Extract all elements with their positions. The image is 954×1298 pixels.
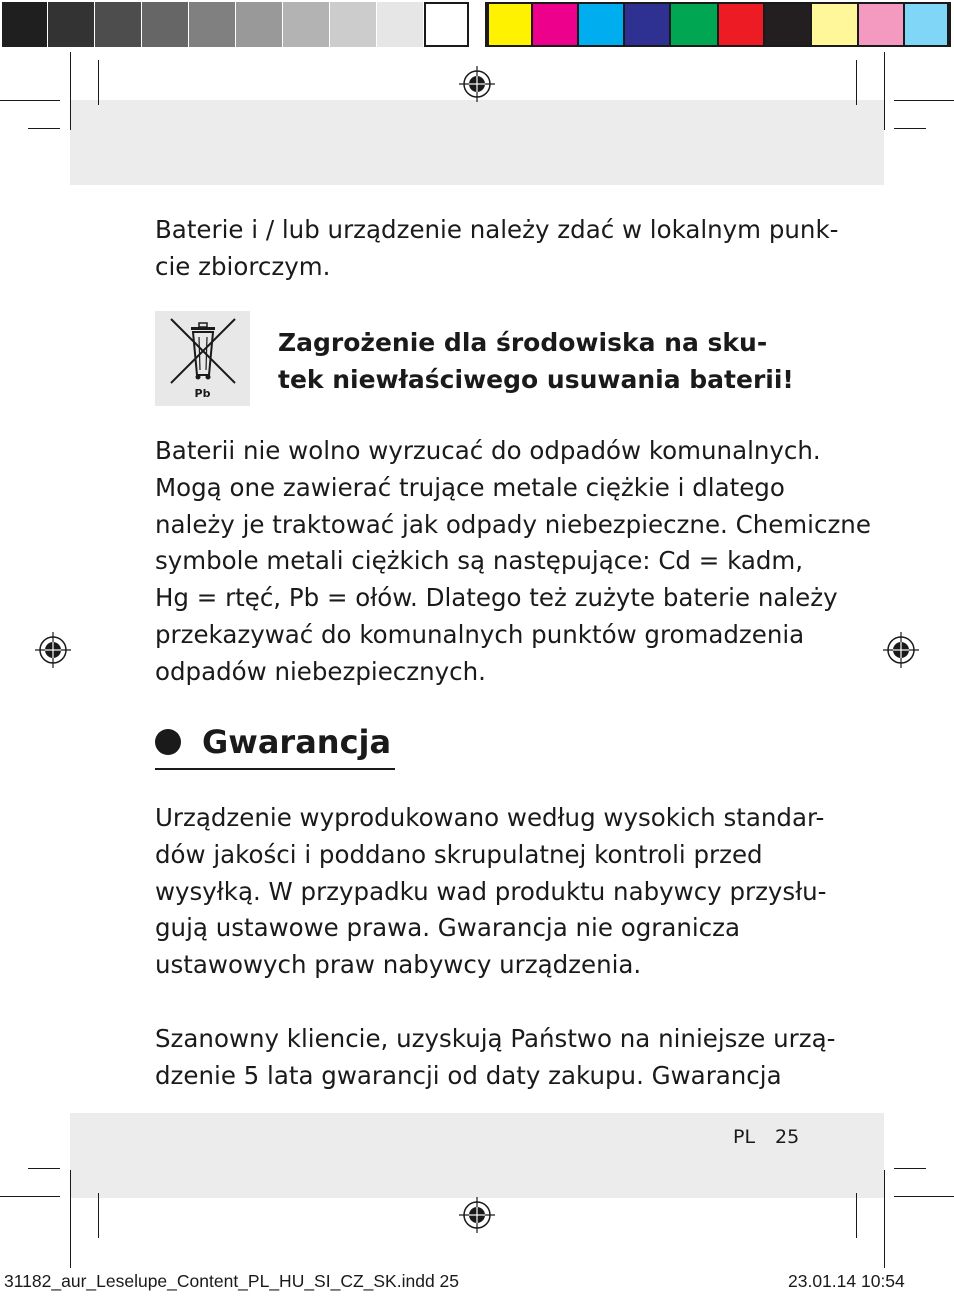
gray-swatch <box>189 2 235 47</box>
color-calibration-bar <box>0 0 954 50</box>
text-line: Zagrożenie dla środowiska na sku- <box>278 328 768 357</box>
battery-paragraph <box>155 433 871 691</box>
crop-mark <box>0 1196 60 1197</box>
color-swatch <box>489 4 531 45</box>
customer-paragraph <box>155 1021 835 1095</box>
gray-swatch <box>142 2 188 47</box>
text-line: symbole metali ciężkich są następujące: Cd = kadm, <box>155 546 804 576</box>
gray-swatch <box>330 2 376 47</box>
text-line: dzenie 5 lata gwarancji od daty zakupu. Gwarancja <box>155 1060 782 1090</box>
text-line: przekazywać do komunalnych punktów gromadzenia <box>155 619 805 649</box>
text-line: gują ustawowe prawa. Gwarancja nie ogranicza <box>155 913 741 943</box>
crop-mark <box>894 128 926 129</box>
section-heading <box>155 720 395 770</box>
gray-swatch <box>424 2 469 47</box>
crop-mark <box>98 60 99 105</box>
crop-mark <box>856 60 857 105</box>
gray-swatch <box>377 2 423 47</box>
text-line: ustawowych praw nabywcy urządzenia. <box>155 950 642 980</box>
color-swatch <box>579 4 623 45</box>
color-swatch <box>765 4 810 45</box>
color-swatch <box>859 4 903 45</box>
color-swatch <box>812 4 857 45</box>
color-swatch <box>625 4 669 45</box>
crossed-out-bin-icon <box>155 311 250 406</box>
crop-mark <box>70 1170 71 1268</box>
intro-paragraph <box>155 212 838 286</box>
gray-swatch <box>2 2 47 47</box>
text-line: tek niewłaściwego usuwania baterii! <box>278 365 794 394</box>
crop-mark <box>856 1193 857 1238</box>
warranty-paragraph <box>155 800 827 984</box>
text-line: Baterii nie wolno wyrzucać do odpadów komunalnych. <box>155 436 821 465</box>
text-line: wysyłką. W przypadku wad produktu nabywcy przysłu- <box>155 876 827 906</box>
text-line: należy je traktować jak odpady niebezpieczne. Chemiczne <box>155 509 871 539</box>
page-number <box>733 1124 799 1150</box>
crop-mark <box>28 1168 60 1169</box>
color-swatch <box>905 4 947 45</box>
gray-swatch <box>283 2 329 47</box>
date-slug: 23.01.14 10:54 <box>788 1271 905 1291</box>
crop-mark <box>98 1193 99 1238</box>
crop-mark <box>0 100 60 101</box>
gray-swatch <box>48 2 94 47</box>
icon-label: Pb <box>194 387 211 400</box>
warning-title <box>278 324 794 398</box>
registration-mark-icon <box>459 66 495 102</box>
crop-mark <box>894 1168 926 1169</box>
crop-mark <box>894 100 954 101</box>
text-line: Szanowny kliencie, uzyskują Państwo na niniejsze urzą- <box>155 1024 836 1053</box>
header-band <box>70 100 884 185</box>
text-line: dów jakości i poddano skrupulatnej kontroli przed <box>155 839 763 869</box>
gray-swatch <box>236 2 282 47</box>
text-line: odpadów niebezpiecznych. <box>155 656 486 686</box>
file-slug: 31182_aur_Leselupe_Content_PL_HU_SI_CZ_SK.indd 25 <box>4 1271 460 1291</box>
registration-mark-icon <box>35 632 71 668</box>
text-line: Mogą one zawierać trujące metale ciężkie i dlatego <box>155 472 785 502</box>
gray-swatch <box>95 2 141 47</box>
color-swatch <box>533 4 577 45</box>
crop-mark <box>884 1170 885 1268</box>
page-number-value: 25 <box>775 1126 800 1148</box>
color-swatch <box>671 4 717 45</box>
bullet-icon <box>155 729 181 755</box>
text-line: Baterie i / lub urządzenie należy zdać w lokalnym punk- <box>155 215 839 244</box>
section-title: Gwarancja <box>202 723 392 761</box>
text-line: Urządzenie wyprodukowano według wysokich standar- <box>155 803 825 832</box>
text-line: Hg = rtęć, Pb = ołów. Dlatego też zużyte baterie należy <box>155 583 838 613</box>
crop-mark <box>28 128 60 129</box>
crop-mark <box>70 52 71 130</box>
registration-mark-icon <box>459 1197 495 1233</box>
language-code: PL <box>733 1126 756 1148</box>
text-line: cie zbiorczym. <box>155 251 331 281</box>
crop-mark <box>894 1196 954 1197</box>
color-swatch <box>719 4 763 45</box>
crop-mark <box>884 52 885 130</box>
registration-mark-icon <box>883 632 919 668</box>
